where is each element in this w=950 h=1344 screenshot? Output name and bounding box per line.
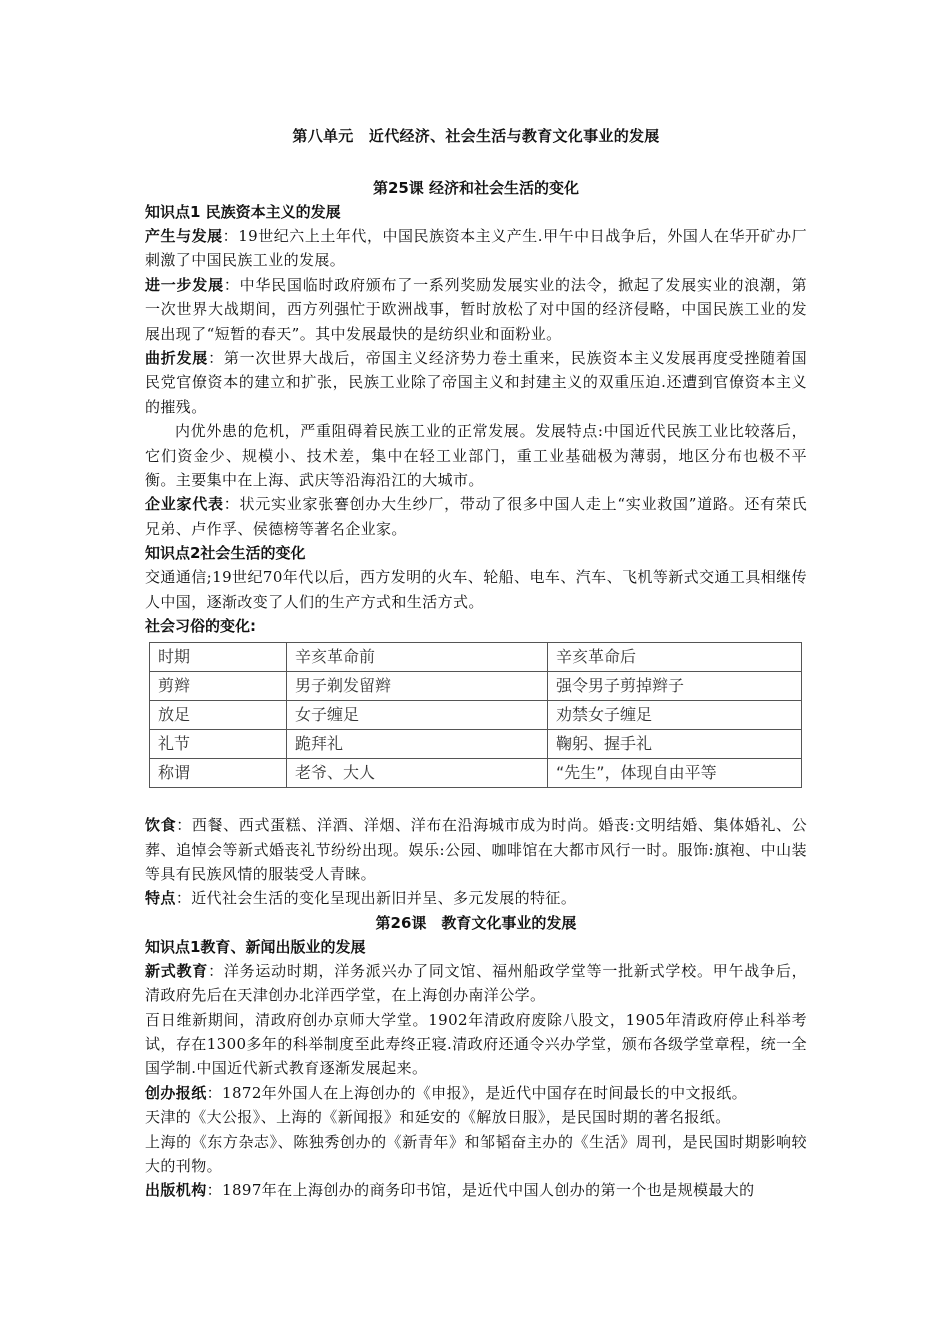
table-row	[150, 672, 802, 701]
document-page	[145, 124, 807, 1203]
table-row	[150, 730, 802, 759]
papers2-paragraph: 天津的《大公报》、上海的《新闻报》和延安的《解放日服》，是民国时期的著名报纸。	[145, 1108, 731, 1127]
publish-text: ：1897年在上海创办的商务印书馆，是近代中国人创办的第一个也是规模最大的	[206, 1181, 755, 1200]
table-cell: 强令男子剪掉辫子	[548, 672, 802, 701]
further-label: 进一步发展	[145, 275, 224, 294]
further-paragraph	[145, 273, 807, 346]
table-cell: 老爷、大人	[287, 759, 548, 788]
lesson-25-title: 第25课 经济和社会生活的变化	[372, 179, 580, 197]
kp1-heading: 知识点1 民族资本主义的发展	[145, 203, 341, 221]
table-row	[150, 701, 802, 730]
unit-title: 第八单元 近代经济、社会生活与教育文化事业的发展	[292, 127, 660, 145]
lesson-26-title: 第26课 教育文化事业的发展	[375, 913, 577, 932]
twist-label: 曲折发展	[145, 349, 209, 368]
spacer	[145, 788, 807, 813]
table-cell: 剪辫	[150, 672, 287, 701]
table-header-cell: 辛亥革命后	[548, 643, 802, 672]
paper-label: 创办报纸	[145, 1083, 207, 1102]
table-cell: 劝禁女子缠足	[548, 701, 802, 730]
paper-text: ：1872年外国人在上海创办的《申报》，是近代中国存在时间最长的中文报纸。	[206, 1083, 748, 1102]
table-cell: “先生”，体现自由平等	[548, 759, 802, 788]
entrepreneur-text: ：状元实业家张謇创办大生纱厂，带动了很多中国人走上“实业救国”道路。还有荣氏兄弟、卢作孚、侯德榜等著名企业家。	[145, 495, 807, 538]
table-row	[150, 759, 802, 788]
diet-paragraph	[145, 813, 807, 886]
feature-label: 特点	[145, 889, 176, 908]
entrepreneur-paragraph	[145, 492, 807, 541]
table-header-cell: 辛亥革命前	[287, 643, 548, 672]
edu-paragraph	[145, 959, 807, 1008]
feature-text: ：近代社会生活的变化呈现出新旧并呈、多元发展的特征。	[175, 889, 577, 908]
table-cell: 女子缠足	[287, 701, 548, 730]
edu-text: ：洋务运动时期，洋务派兴办了同文馆、福州船政学堂等一批新式学校。甲午战争后，清政府先后在天津创办北洋西学堂，在上海创办南洋公学。	[145, 961, 807, 1005]
twist-paragraph	[145, 346, 807, 419]
publish-label: 出版机构	[145, 1181, 207, 1200]
origin-label: 产生与发展	[145, 227, 223, 245]
crisis-paragraph: 内优外患的危机，严重阻碍着民族工业的正常发展。发展特点:中国近代民族工业比较落后，它们资金少、规模小、技术差，集中在轻工业部门，重工业基础极为薄弱，地区分布也极不平衡。主要集中在上海、武庆等沿海沿江的大城市。	[145, 422, 807, 490]
table-cell: 鞠躬、握手礼	[548, 730, 802, 759]
diet-text: ：西餐、西式蛋糕、洋酒、洋烟、洋布在沿海城市成为时尚。婚丧:文明结婚、集体婚礼、公葬、追悼会等新式婚丧礼节纷纷出现。娱乐:公园、咖啡馆在大都市风行一时。服饰:旗袍、中山装等具有民族风情的服装受人青睐。	[145, 816, 807, 883]
paper-paragraph	[145, 1081, 807, 1105]
kp2-heading: 知识点2社会生活的变化	[145, 544, 306, 563]
table-cell: 礼节	[150, 730, 287, 759]
entrepreneur-label: 企业家代表	[145, 495, 224, 514]
publish-paragraph	[145, 1178, 807, 1202]
magazines-paragraph: 上海的《东方杂志》、陈独秀创办的《新青年》和邹韬奋主办的《生活》周刊，是民国时期影响较大的刊物。	[145, 1132, 807, 1175]
reform-paragraph: 百日维新期间，清政府创办京师大学堂。1902年清政府废除八股文，1905年清政府停止科举考试，存在1300多年的科举制度至此寿终正寝.清政府还通令兴办学堂，颁布各级学堂章程，统一全国学制.中国近代新式教育逐渐发展起来。	[145, 1010, 807, 1078]
table-cell: 男子剃发留辫	[287, 672, 548, 701]
transport-paragraph: 交通通信;19世纪70年代以后，西方发明的火车、轮船、电车、汽车、飞机等新式交通工具相继传人中国，逐渐改变了人们的生产方式和生活方式。	[145, 568, 807, 611]
origin-paragraph	[145, 224, 807, 273]
customs-heading: 社会习俗的变化:	[145, 617, 256, 636]
origin-text: ：19世纪六上土年代，中国民族资本主义产生.甲午中日战争后，外国人在华开矿办厂刺激了中国民族工业的发展。	[145, 227, 807, 270]
table-header-row	[150, 643, 802, 672]
feature-paragraph	[145, 886, 807, 910]
table-cell: 跪拜礼	[287, 730, 548, 759]
table-cell: 放足	[150, 701, 287, 730]
diet-label: 饮食	[145, 816, 177, 835]
twist-text: ：第一次世界大战后，帝国主义经济势力卷土重来，民族资本主义发展再度受挫随着国民党官僚资本的建立和扩张，民族工业除了帝国主义和封建主义的双重压迫.还遭到官僚资本主义的摧残。	[145, 349, 807, 416]
table-cell: 称谓	[150, 759, 287, 788]
further-text: ：中华民国临时政府颁布了一系列奖励发展实业的法令，掀起了发展实业的浪潮，第一次世界大战期间，西方列强忙于欧洲战事，暂时放松了对中国的经济侵略，中国民族工业的发展出现了“短暂的春天”。其中发展最快的是纺织业和面粉业。	[145, 275, 807, 343]
customs-table	[149, 642, 802, 788]
table-header-cell: 时期	[150, 643, 287, 672]
edu-label: 新式教育	[145, 961, 209, 980]
l26-kp1-heading: 知识点1教育、新闻出版业的发展	[145, 937, 366, 956]
